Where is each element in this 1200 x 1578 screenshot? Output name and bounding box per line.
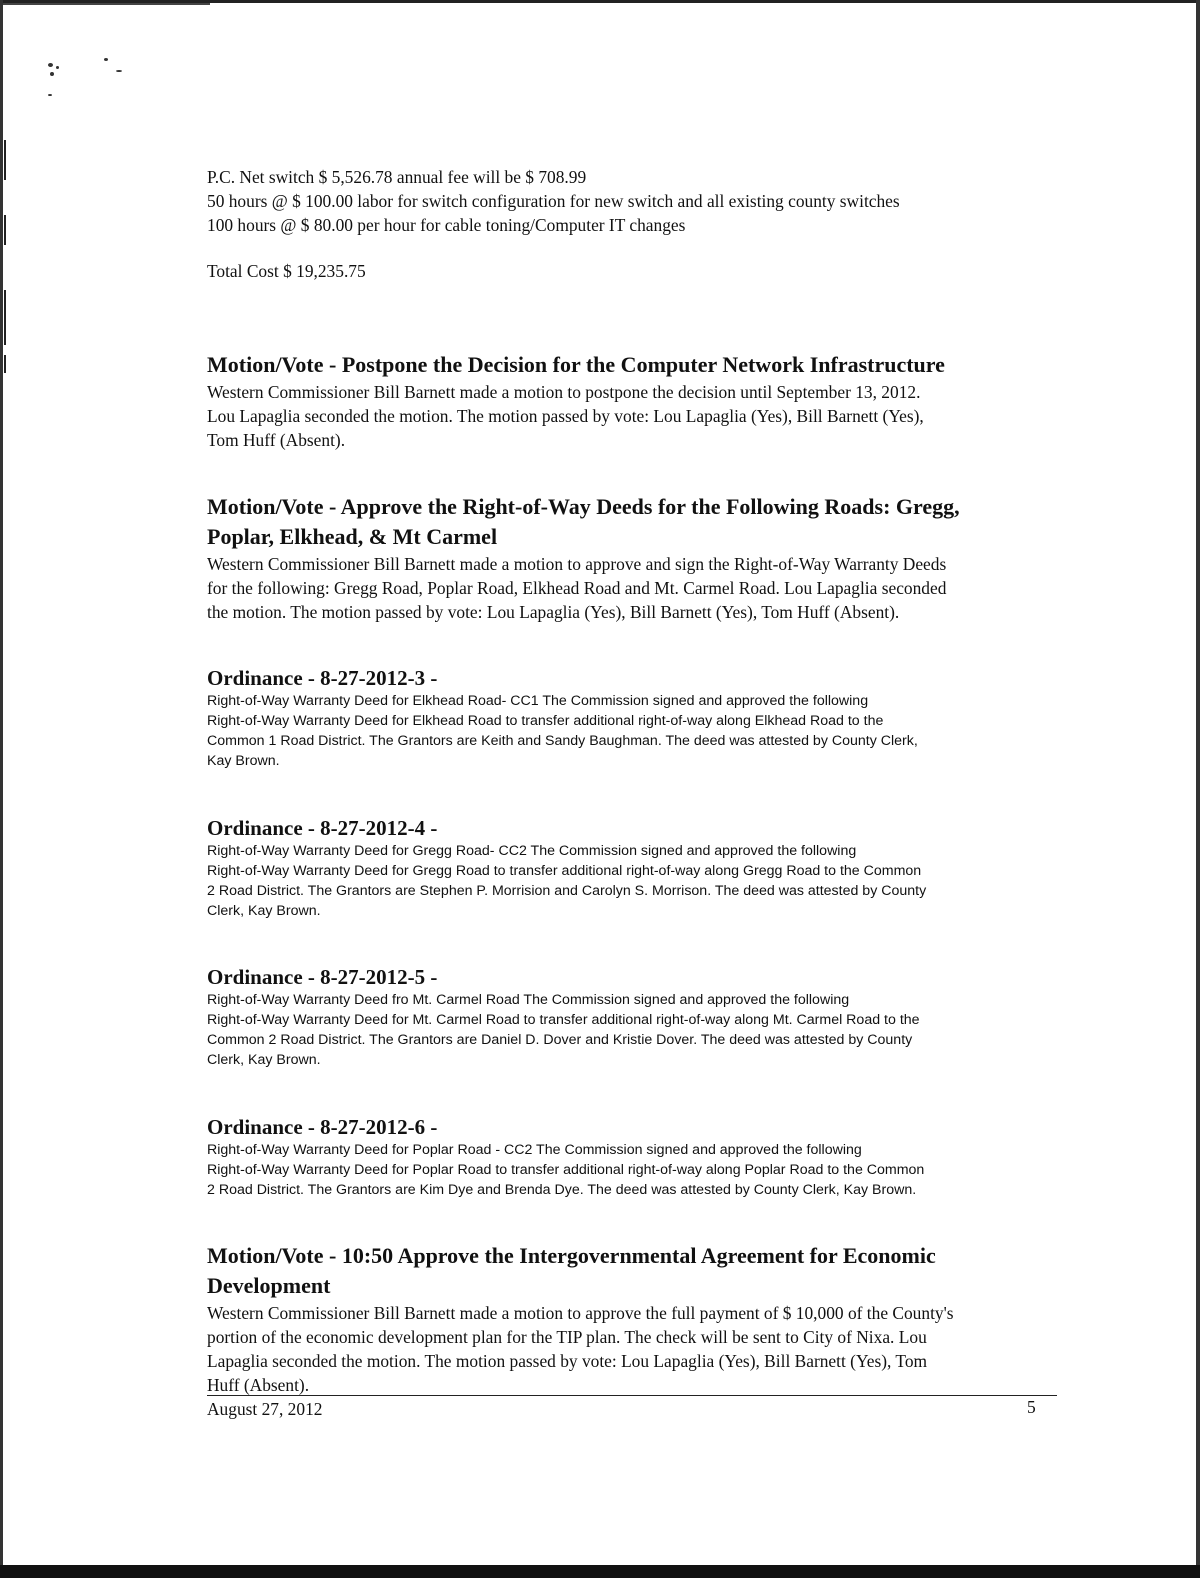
section-body-line: Tom Huff (Absent).	[207, 430, 346, 450]
margin-mark	[4, 140, 6, 180]
section-body-line: Western Commissioner Bill Barnett made a motion to approve and sign the Right-of-Way Warranty Deeds	[207, 554, 947, 574]
ordinance-body-line: Right-of-Way Warranty Deed for Poplar Road to transfer additional right-of-way along Poplar Road to the Common	[207, 1162, 925, 1178]
ordinance-heading: Ordinance - 8-27-2012-5 -	[207, 965, 438, 989]
section-economic	[207, 1241, 1077, 1397]
section-body-line: Western Commissioner Bill Barnett made a motion to approve the full payment of $ 10,000 of the County's	[207, 1303, 954, 1323]
ordinance-body-line: Right-of-Way Warranty Deed for Mt. Carmel Road to transfer additional right-of-way along Mt. Carmel Road to the	[207, 1012, 920, 1028]
ordinance-heading: Ordinance - 8-27-2012-3 -	[207, 666, 438, 690]
ordinance-body-line: Right-of-Way Warranty Deed for Gregg Road to transfer additional right-of-way along Gregg Road to the Common	[207, 863, 922, 879]
section-heading: Poplar, Elkhead, & Mt Carmel	[207, 524, 498, 549]
margin-mark	[4, 355, 6, 373]
section-heading: Motion/Vote - Approve the Right-of-Way Deeds for the Following Roads: Gregg,	[207, 494, 960, 519]
scan-speck	[48, 63, 53, 67]
scan-border-left	[0, 0, 3, 1578]
margin-mark	[4, 290, 6, 345]
section-heading: Development	[207, 1273, 331, 1298]
total-cost: Total Cost $ 19,235.75	[207, 261, 366, 281]
margin-mark	[4, 215, 6, 245]
footer-rule	[207, 1395, 1057, 1396]
scan-border-right	[1196, 0, 1200, 1578]
scan-border-top-fragment	[0, 3, 210, 5]
cost-line: P.C. Net switch $ 5,526.78 annual fee will be $ 708.99	[207, 167, 587, 187]
ordinance-body-line: 2 Road District. The Grantors are Kim Dye and Brenda Dye. The deed was attested by County Clerk, Kay Brown.	[207, 1182, 917, 1198]
cost-line: 100 hours @ $ 80.00 per hour for cable toning/Computer IT changes	[207, 215, 686, 235]
cost-line: 50 hours @ $ 100.00 labor for switch configuration for new switch and all existing county switches	[207, 191, 900, 211]
ordinance-heading: Ordinance - 8-27-2012-4 -	[207, 816, 438, 840]
ordinance-heading: Ordinance - 8-27-2012-6 -	[207, 1115, 438, 1139]
section-body-line: portion of the economic development plan for the TIP plan. The check will be sent to City of Nixa. Lou	[207, 1327, 927, 1347]
section-heading: Motion/Vote - 10:50 Approve the Intergovernmental Agreement for Economic	[207, 1243, 936, 1268]
scan-border-bottom	[0, 1565, 1200, 1578]
page-number: 5	[1027, 1397, 1036, 1417]
ordinance-block	[207, 815, 1077, 921]
section-body-line: Western Commissioner Bill Barnett made a motion to postpone the decision until September 13, 2012.	[207, 382, 921, 402]
cost-summary	[207, 165, 1077, 237]
ordinance-body-line: Common 2 Road District. The Grantors are Daniel D. Dover and Kristie Dover. The deed was attested by County	[207, 1032, 913, 1048]
ordinance-body-line: Right-of-Way Warranty Deed for Poplar Road - CC2 The Commission signed and approved the following	[207, 1142, 862, 1158]
ordinance-body-line: 2 Road District. The Grantors are Stephen P. Morrision and Carolyn S. Morrison. The deed was attested by County	[207, 883, 927, 899]
ordinance-body-line: Right-of-Way Warranty Deed for Elkhead Road to transfer additional right-of-way along Elkhead Road to the	[207, 713, 884, 729]
section-body-line: for the following: Gregg Road, Poplar Road, Elkhead Road and Mt. Carmel Road. Lou Lapaglia seconded	[207, 578, 947, 598]
section-body-line: Lou Lapaglia seconded the motion. The motion passed by vote: Lou Lapaglia (Yes), Bill Barnett (Yes),	[207, 406, 924, 426]
section-body-line: the motion. The motion passed by vote: Lou Lapaglia (Yes), Bill Barnett (Yes), Tom Huff (Absent).	[207, 602, 900, 622]
footer-date: August 27, 2012	[207, 1399, 323, 1419]
scan-speck	[116, 70, 122, 72]
ordinance-block	[207, 964, 1077, 1070]
ordinance-body-line: Right-of-Way Warranty Deed for Gregg Road- CC2 The Commission signed and approved the following	[207, 843, 857, 859]
ordinance-block	[207, 1114, 1077, 1200]
scan-speck	[56, 66, 59, 69]
section-heading: Motion/Vote - Postpone the Decision for the Computer Network Infrastructure	[207, 352, 945, 377]
ordinance-body-line: Clerk, Kay Brown.	[207, 903, 321, 919]
ordinance-block	[207, 665, 1077, 771]
ordinance-body-line: Right-of-Way Warranty Deed fro Mt. Carmel Road The Commission signed and approved the following	[207, 992, 850, 1008]
scan-speck	[48, 94, 52, 96]
section-postpone	[207, 350, 1077, 452]
ordinance-body-line: Right-of-Way Warranty Deed for Elkhead Road- CC1 The Commission signed and approved the following	[207, 693, 869, 709]
ordinance-body-line: Common 1 Road District. The Grantors are Keith and Sandy Baughman. The deed was attested by County Clerk,	[207, 733, 918, 749]
scan-speck	[50, 72, 54, 76]
section-body-line: Huff (Absent).	[207, 1375, 310, 1395]
scan-speck	[104, 58, 108, 61]
ordinance-body-line: Clerk, Kay Brown.	[207, 1052, 321, 1068]
section-deeds	[207, 492, 1077, 624]
ordinance-body-line: Kay Brown.	[207, 753, 280, 769]
section-body-line: Lapaglia seconded the motion. The motion passed by vote: Lou Lapaglia (Yes), Bill Barnett (Yes), Tom	[207, 1351, 928, 1371]
